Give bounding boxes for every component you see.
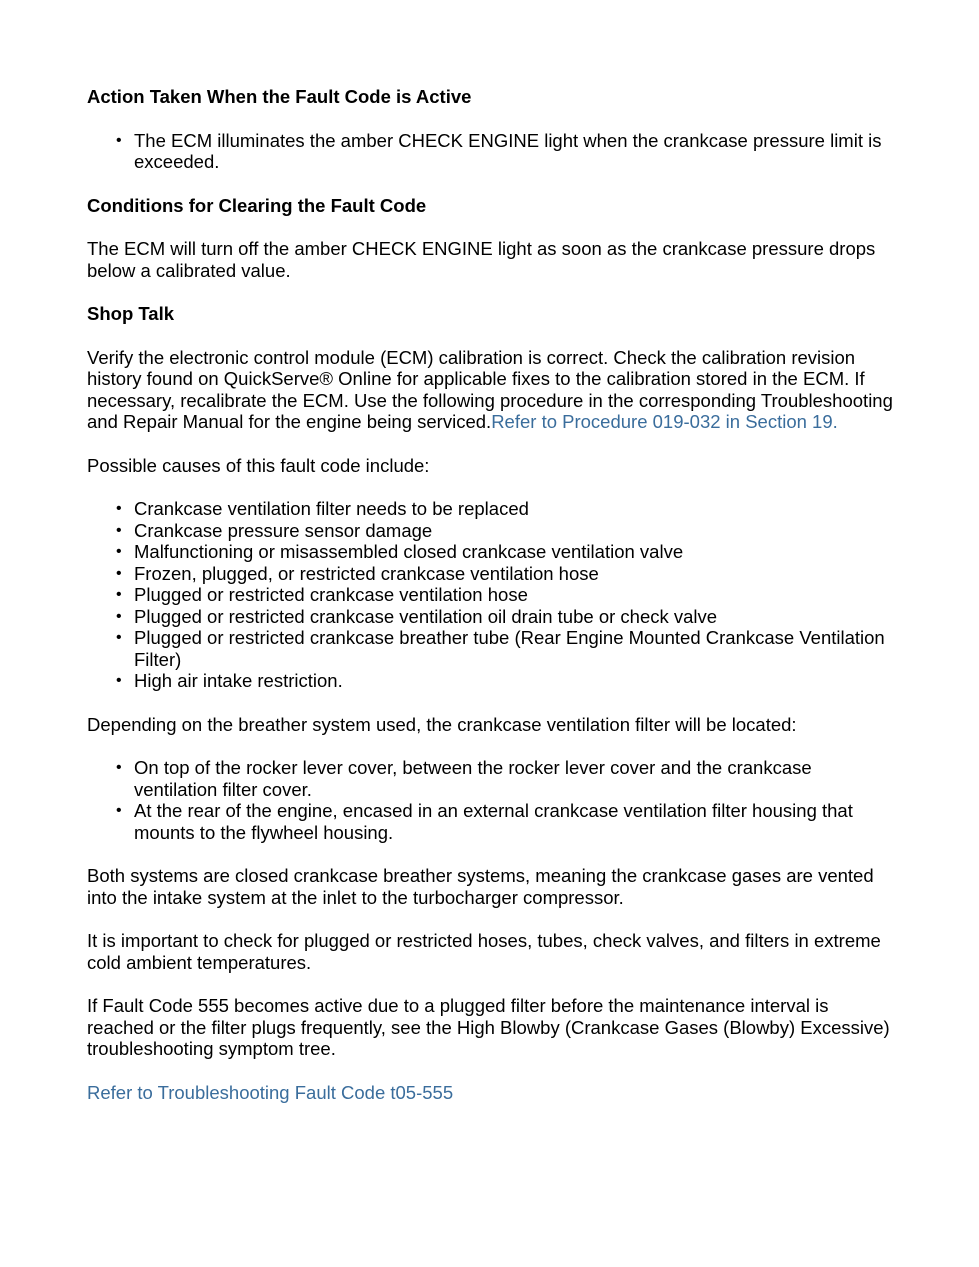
- causes-list: [87, 498, 897, 692]
- list-item: • Plugged or restricted crankcase ventilation hose: [134, 584, 897, 606]
- list-item: • On top of the rocker lever cover, between the rocker lever cover and the crankcase ventilation filter cover.: [134, 757, 897, 800]
- shoptalk-text: Verify the electronic control module (ECM) calibration is correct. Check the calibration revision history found on QuickServe® Online for applicable fixes to the calibration stored in the ECM. If necessary, recalibrate the ECM. Use the following procedure in the corresponding Troubleshooting and Repair Manual for the engine being serviced.: [87, 346, 893, 432]
- action-heading: Action Taken When the Fault Code is Active: [87, 86, 472, 107]
- blowby-note: If Fault Code 555 becomes active due to a plugged filter before the maintenance interval is reached or the filter plugs frequently, see the High Blowby (Crankcase Gases (Blowby) Excessive) troubleshooting symptom tree.: [87, 995, 890, 1059]
- document-page: [87, 86, 897, 1125]
- shoptalk-paragraph: [87, 347, 897, 433]
- list-item: • Crankcase ventilation filter needs to be replaced: [134, 498, 897, 520]
- list-item: • High air intake restriction.: [134, 670, 897, 692]
- list-item: • Plugged or restricted crankcase ventilation oil drain tube or check valve: [134, 606, 897, 628]
- procedure-link[interactable]: Refer to Procedure 019-032 in Section 19.: [491, 411, 838, 432]
- clearing-heading: Conditions for Clearing the Fault Code: [87, 194, 427, 216]
- list-item: • The ECM illuminates the amber CHECK ENGINE light when the crankcase pressure limit is exceeded.: [134, 130, 897, 173]
- cold-note: It is important to check for plugged or restricted hoses, tubes, check valves, and filters in extreme cold ambient temperatures.: [87, 930, 881, 973]
- causes-intro: Possible causes of this fault code include:: [87, 454, 430, 476]
- list-item: • Plugged or restricted crankcase breather tube (Rear Engine Mounted Crankcase Ventilation Filter): [134, 627, 897, 670]
- location-list: [87, 757, 897, 843]
- shoptalk-heading: Shop Talk: [87, 303, 175, 324]
- list-item: • Crankcase pressure sensor damage: [134, 520, 897, 542]
- list-item: • Frozen, plugged, or restricted crankcase ventilation hose: [134, 563, 897, 585]
- action-list: [87, 130, 897, 173]
- location-intro: Depending on the breather system used, the crankcase ventilation filter will be located:: [87, 713, 797, 735]
- clearing-text: The ECM will turn off the amber CHECK ENGINE light as soon as the crankcase pressure drops below a calibrated value.: [87, 238, 876, 281]
- list-item: • At the rear of the engine, encased in an external crankcase ventilation filter housing that mounts to the flywheel housing.: [134, 800, 897, 843]
- both-systems-text: Both systems are closed crankcase breather systems, meaning the crankcase gases are vented into the intake system at the inlet to the turbocharger compressor.: [87, 865, 874, 908]
- final-link-paragraph: [87, 1082, 897, 1104]
- list-item: • Malfunctioning or misassembled closed crankcase ventilation valve: [134, 541, 897, 563]
- fault-code-link[interactable]: Refer to Troubleshooting Fault Code t05-555: [87, 1081, 454, 1103]
